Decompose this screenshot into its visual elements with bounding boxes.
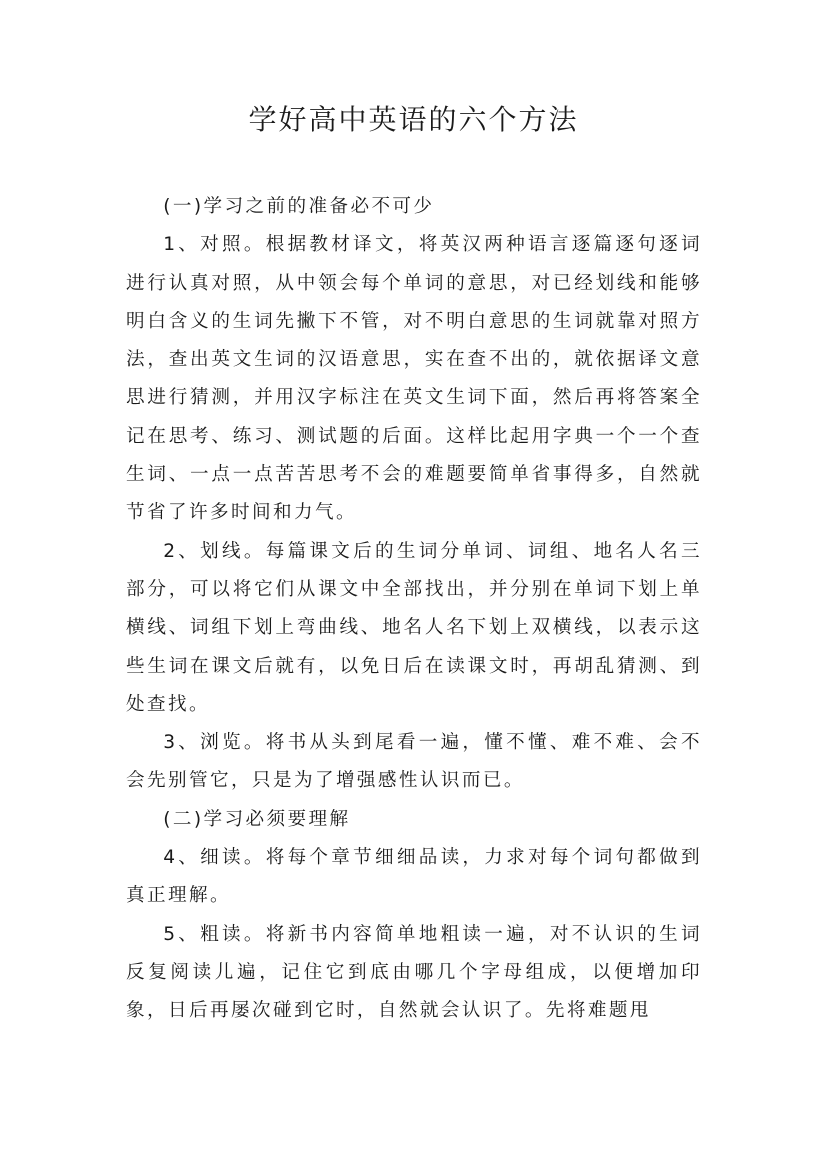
document-body [126,188,702,1031]
paragraph-underline: 2、划线。每篇课文后的生词分单词、词组、地名人名三部分，可以将它们从课文中全部找出，并分别在单词下划上单横线、词组下划上弯曲线、地名人名下划上双横线，以表示这些生词在课文后就有，以免日后在读课文时，再胡乱猜测、到处查找。 [126,540,702,715]
paragraph-rough-reading: 5、粗读。将新书内容简单地粗读一遍，对不认识的生词反复阅读儿遍，记住它到底由哪几个字母组成，以便增加印象，日后再屡次碰到它时，自然就会认识了。先将难题甩 [126,923,702,1022]
document-title: 学好高中英语的六个方法 [248,103,579,136]
section-heading-understanding: (二)学习必须要理解 [163,808,351,830]
paragraph-contrast: 1、对照。根据教材译文，将英汉两种语言逐篇逐句逐词进行认真对照，从中领会每个单词的意思，对已经划线和能够明白含义的生词先撇下不管，对不明白意思的生词就靠对照方法，查出英文生词的汉语意思，实在查不出的，就依据译文意思进行猜测，并用汉字标注在英文生词下面，然后再将答案全记在思考、练习、测试题的后面。这样比起用字典一个一个查生词、一点一点苦苦思考不会的难题要简单省事得多，自然就节省了许多时间和力气。 [126,234,702,524]
section-heading-preparation: (一)学习之前的准备必不可少 [163,196,435,217]
paragraph-close-reading: 4、细读。将每个章节细细品读，力求对每个词句都做到真正理解。 [126,847,702,907]
paragraph-browse: 3、浏览。将书从头到尾看一遍，懂不懂、难不难、会不会先别管它，只是为了增强感性认识而已。 [126,732,702,792]
